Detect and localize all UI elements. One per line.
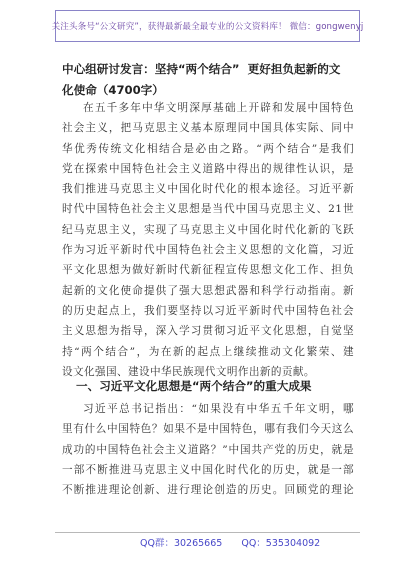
footer-qq: QQ：535304092 [241,538,321,549]
paragraph-line: 习近平总书记指出：“如果没有中华五千年文明，哪 [83,403,354,415]
paragraph-line: 持“两个结合”，为在新的起点上继续推动文化繁荣、建 [62,345,354,358]
header-banner [51,10,364,42]
section-1-heading: 一、习近平文化思想是“两个结合”的重大成果 [76,379,312,393]
paragraph-line: 党在探索中国特色社会主义道路中得出的规律性认识，是 [62,162,354,175]
paragraph-1 [62,98,354,382]
footer-divider [55,532,360,533]
document-title-line: 中心组研讨发言：坚持“两个结合” 更好担负起新的文 [62,62,341,76]
footer-contacts [140,535,336,549]
footer-qq-group: QQ群：30265665 [140,538,223,549]
paragraph-line: 成功的中国特色社会主义道路？”中国共产党的历史，就是 [62,443,354,456]
paragraph-line: 在五千多年中华文明深厚基础上开辟和发展中国特色 [83,102,354,114]
paragraph-line: 设文化强国、建设中华民族现代文明作出新的贡献。 [62,365,315,378]
paragraph-line: 主义思想为指导，深入学习贯彻习近平文化思想，自觉坚 [62,325,354,338]
header-banner-text: 关注头条号“公文研究”，获得最新最全最专业的公文资料库！ 微信：gongwenyj [51,22,364,32]
document-title-line: 化使命（4700字） [62,83,164,97]
paragraph-line: 时代中国特色社会主义思想是当代中国马克思主义、21世 [62,203,354,216]
paragraph-2 [62,399,354,500]
document-title [62,59,362,101]
paragraph-line: 一部不断推进马克思主义中国化时代化的历史，就是一部 [62,463,354,476]
paragraph-line: 不断推进理论创新、进行理论创造的历史。回顾党的理论 [62,484,354,497]
paragraph-line: 作为习近平新时代中国特色社会主义思想的文化篇，习近 [62,244,354,257]
paragraph-line: 社会主义，把马克思主义基本原理同中国具体实际、同中 [62,122,354,135]
paragraph-line: 华优秀传统文化相结合是必由之路。“两个结合”是我们 [62,142,354,155]
paragraph-line: 的历史起点上，我们要坚持以习近平新时代中国特色社会 [62,304,354,317]
paragraph-line: 起新的文化使命提供了强大思想武器和科学行动指南。新 [62,284,354,297]
paragraph-line: 平文化思想为做好新时代新征程宣传思想文化工作、担负 [62,264,354,277]
paragraph-line: 纪马克思主义，实现了马克思主义中国化时代化新的飞跃 [62,223,354,236]
paragraph-line: 里有什么中国特色？如果不是中国特色，哪有我们今天这么 [62,423,354,436]
paragraph-line: 我们推进马克思主义中国化时代化的根本途径。习近平新 [62,183,354,196]
